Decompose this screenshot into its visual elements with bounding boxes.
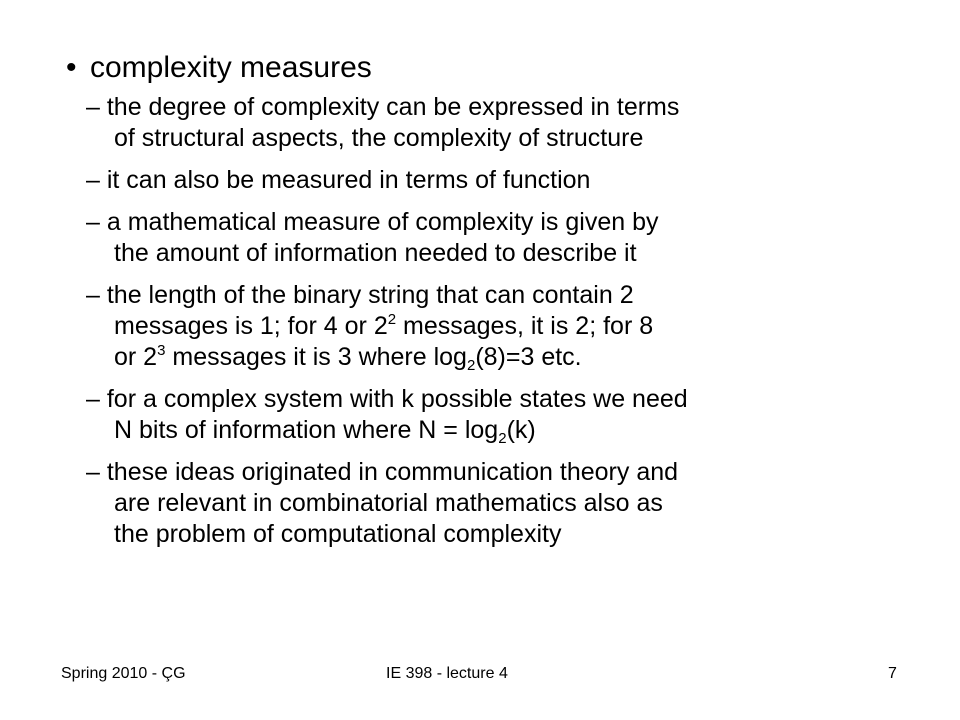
item-line [114,342,926,373]
dash-marker: – [86,458,107,486]
item-text: these ideas originated in communication theory and [106,458,679,486]
text-segment: (8)=3 etc. [475,343,582,371]
item-text: for a complex system with k possible states we need [106,385,688,413]
item-line: the problem of computational complexity [114,520,562,548]
item-line [114,415,926,446]
item-line: of structural aspects, the complexity of structure [114,124,644,152]
text-segment: or 2 [114,343,158,371]
item-line: the amount of information needed to describe it [114,239,637,267]
superscript: 2 [387,311,397,328]
item-line [114,311,926,342]
text-segment: messages it is 3 where log [165,343,467,371]
item-line [86,207,926,238]
dash-marker: – [86,166,107,194]
slide-heading [66,46,926,90]
item-text: the degree of complexity can be expressed in terms [106,93,680,121]
item-text: the length of the binary string that can contain 2 [106,281,634,309]
heading-text: complexity measures [90,51,372,84]
dash-marker: – [86,208,107,236]
subscript: 2 [466,357,476,374]
item-text: a mathematical measure of complexity is given by [106,208,659,236]
list-item-states [66,384,926,446]
dash-marker: – [86,385,107,413]
list-item-function [66,165,926,196]
bullet-marker: • [66,51,77,84]
item-line [86,92,926,123]
bullet-list [66,92,926,550]
item-line: are relevant in combinatorial mathematics also as [114,489,663,517]
item-line [86,165,926,196]
item-text: it can also be measured in terms of function [106,166,591,194]
dash-marker: – [86,281,107,309]
slide-body [66,46,926,561]
text-segment: N bits of information where N = log [114,416,499,444]
list-item-binary-string [66,280,926,373]
item-line [86,280,926,311]
list-item-origins [66,457,926,550]
text-segment: messages, it is 2; for 8 [396,312,654,340]
subscript: 2 [498,430,507,447]
superscript: 3 [157,342,166,359]
list-item-structure [66,92,926,154]
footer-course-title: IE 398 - lecture 4 [386,665,508,682]
item-line [86,384,926,415]
dash-marker: – [86,93,107,121]
footer-date-author: Spring 2010 - ÇG [61,665,186,682]
text-segment: (k) [506,416,536,444]
page-number: 7 [888,665,897,682]
list-item-information [66,207,926,269]
item-line [86,457,926,488]
text-segment: messages is 1; for 4 or 2 [114,312,388,340]
